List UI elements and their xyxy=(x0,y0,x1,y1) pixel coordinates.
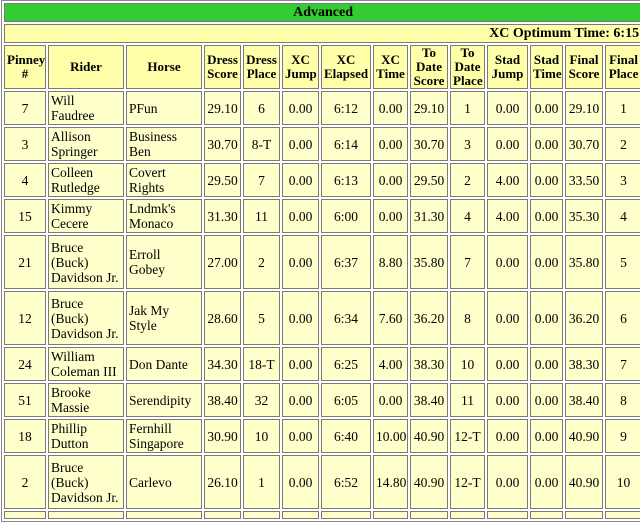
cell-to-date-place: 12-T xyxy=(450,455,485,509)
empty-cell xyxy=(282,511,319,519)
cell-rider: Brooke Massie xyxy=(48,383,124,417)
cell-xc-jump: 0.00 xyxy=(282,455,319,509)
cell-xc-jump: 0.00 xyxy=(282,199,319,233)
cell-dress-score: 26.10 xyxy=(204,455,241,509)
header-horse: Horse xyxy=(126,45,202,89)
cell-dress-score: 30.90 xyxy=(204,419,241,453)
cell-stad-time: 0.00 xyxy=(530,383,563,417)
table-row-partial xyxy=(4,511,640,519)
empty-cell xyxy=(605,511,640,519)
cell-pinney: 4 xyxy=(4,163,46,197)
cell-dress-score: 30.70 xyxy=(204,127,241,161)
table-row xyxy=(4,235,640,289)
header-pinney: Pinney # xyxy=(4,45,46,89)
cell-final-score: 30.70 xyxy=(565,127,603,161)
cell-final-place: 2 xyxy=(605,127,640,161)
empty-cell xyxy=(410,511,448,519)
cell-xc-jump: 0.00 xyxy=(282,347,319,381)
cell-xc-time: 10.00 xyxy=(373,419,408,453)
cell-to-date-place: 10 xyxy=(450,347,485,381)
cell-rider: Allison Springer xyxy=(48,127,124,161)
cell-xc-time: 0.00 xyxy=(373,127,408,161)
cell-horse: Covert Rights xyxy=(126,163,202,197)
cell-xc-time: 0.00 xyxy=(373,383,408,417)
cell-horse: Jak My Style xyxy=(126,291,202,345)
cell-to-date-score: 29.50 xyxy=(410,163,448,197)
cell-stad-jump: 0.00 xyxy=(487,419,528,453)
cell-horse: Carlevo xyxy=(126,455,202,509)
cell-xc-elapsed: 6:25 xyxy=(321,347,371,381)
cell-rider: Will Faudree xyxy=(48,91,124,125)
empty-cell xyxy=(4,511,46,519)
header-final-place: Final Place xyxy=(605,45,640,89)
cell-to-date-place: 11 xyxy=(450,383,485,417)
cell-xc-time: 8.80 xyxy=(373,235,408,289)
cell-dress-place: 5 xyxy=(243,291,280,345)
empty-cell xyxy=(48,511,124,519)
cell-dress-score: 27.00 xyxy=(204,235,241,289)
empty-cell xyxy=(126,511,202,519)
cell-final-score: 33.50 xyxy=(565,163,603,197)
cell-dress-place: 18-T xyxy=(243,347,280,381)
cell-dress-place: 2 xyxy=(243,235,280,289)
table-row xyxy=(4,419,640,453)
empty-cell xyxy=(321,511,371,519)
table-row xyxy=(4,347,640,381)
cell-dress-place: 6 xyxy=(243,91,280,125)
cell-xc-jump: 0.00 xyxy=(282,163,319,197)
cell-dress-place: 1 xyxy=(243,455,280,509)
cell-to-date-score: 40.90 xyxy=(410,419,448,453)
cell-xc-jump: 0.00 xyxy=(282,383,319,417)
cell-dress-place: 7 xyxy=(243,163,280,197)
cell-horse: Erroll Gobey xyxy=(126,235,202,289)
cell-xc-jump: 0.00 xyxy=(282,127,319,161)
header-to-date-score: To Date Score xyxy=(410,45,448,89)
cell-xc-elapsed: 6:37 xyxy=(321,235,371,289)
cell-stad-time: 0.00 xyxy=(530,291,563,345)
cell-to-date-place: 2 xyxy=(450,163,485,197)
cell-xc-elapsed: 6:12 xyxy=(321,91,371,125)
table-row xyxy=(4,383,640,417)
cell-stad-time: 0.00 xyxy=(530,199,563,233)
cell-xc-elapsed: 6:00 xyxy=(321,199,371,233)
cell-rider: Kimmy Cecere xyxy=(48,199,124,233)
cell-dress-place: 11 xyxy=(243,199,280,233)
header-stad-jump: Stad Jump xyxy=(487,45,528,89)
cell-final-score: 29.10 xyxy=(565,91,603,125)
cell-xc-time: 0.00 xyxy=(373,163,408,197)
cell-horse: Don Dante xyxy=(126,347,202,381)
empty-cell xyxy=(243,511,280,519)
empty-cell xyxy=(373,511,408,519)
cell-to-date-place: 8 xyxy=(450,291,485,345)
cell-xc-elapsed: 6:13 xyxy=(321,163,371,197)
cell-final-place: 7 xyxy=(605,347,640,381)
header-xc-time: XC Time xyxy=(373,45,408,89)
empty-cell xyxy=(204,511,241,519)
cell-rider: Bruce (Buck) Davidson Jr. xyxy=(48,235,124,289)
cell-xc-time: 0.00 xyxy=(373,199,408,233)
cell-stad-jump: 0.00 xyxy=(487,383,528,417)
cell-rider: Colleen Rutledge xyxy=(48,163,124,197)
xc-optimum-time: XC Optimum Time: 6:15 xyxy=(4,24,640,43)
cell-xc-elapsed: 6:40 xyxy=(321,419,371,453)
cell-final-place: 5 xyxy=(605,235,640,289)
cell-final-score: 38.40 xyxy=(565,383,603,417)
cell-xc-jump: 0.00 xyxy=(282,235,319,289)
table-row xyxy=(4,127,640,161)
cell-final-score: 38.30 xyxy=(565,347,603,381)
header-row xyxy=(4,45,640,89)
cell-pinney: 3 xyxy=(4,127,46,161)
cell-to-date-place: 3 xyxy=(450,127,485,161)
cell-xc-time: 4.00 xyxy=(373,347,408,381)
cell-to-date-score: 31.30 xyxy=(410,199,448,233)
header-dress-score: Dress Score xyxy=(204,45,241,89)
cell-stad-jump: 0.00 xyxy=(487,127,528,161)
cell-xc-time: 14.80 xyxy=(373,455,408,509)
cell-stad-time: 0.00 xyxy=(530,127,563,161)
cell-final-place: 4 xyxy=(605,199,640,233)
cell-to-date-score: 35.80 xyxy=(410,235,448,289)
cell-horse: Lndmk's Monaco xyxy=(126,199,202,233)
cell-final-score: 40.90 xyxy=(565,455,603,509)
table-row xyxy=(4,455,640,509)
cell-xc-jump: 0.00 xyxy=(282,291,319,345)
cell-pinney: 2 xyxy=(4,455,46,509)
header-final-score: Final Score xyxy=(565,45,603,89)
cell-pinney: 51 xyxy=(4,383,46,417)
cell-horse: Business Ben xyxy=(126,127,202,161)
cell-horse: PFun xyxy=(126,91,202,125)
empty-cell xyxy=(487,511,528,519)
cell-xc-elapsed: 6:34 xyxy=(321,291,371,345)
cell-xc-jump: 0.00 xyxy=(282,91,319,125)
cell-to-date-place: 4 xyxy=(450,199,485,233)
cell-pinney: 18 xyxy=(4,419,46,453)
cell-xc-elapsed: 6:52 xyxy=(321,455,371,509)
cell-stad-time: 0.00 xyxy=(530,455,563,509)
cell-final-score: 40.90 xyxy=(565,419,603,453)
header-stad-time: Stad Time xyxy=(530,45,563,89)
cell-to-date-score: 38.40 xyxy=(410,383,448,417)
results-table xyxy=(1,0,640,522)
cell-final-score: 35.80 xyxy=(565,235,603,289)
cell-xc-time: 0.00 xyxy=(373,91,408,125)
cell-stad-jump: 4.00 xyxy=(487,163,528,197)
cell-xc-elapsed: 6:05 xyxy=(321,383,371,417)
cell-pinney: 15 xyxy=(4,199,46,233)
table-row xyxy=(4,163,640,197)
cell-stad-time: 0.00 xyxy=(530,347,563,381)
empty-cell xyxy=(565,511,603,519)
cell-to-date-score: 29.10 xyxy=(410,91,448,125)
cell-to-date-score: 40.90 xyxy=(410,455,448,509)
cell-dress-score: 34.30 xyxy=(204,347,241,381)
cell-pinney: 24 xyxy=(4,347,46,381)
cell-xc-elapsed: 6:14 xyxy=(321,127,371,161)
cell-dress-score: 29.10 xyxy=(204,91,241,125)
table-title: Advanced xyxy=(4,3,640,22)
cell-rider: William Coleman III xyxy=(48,347,124,381)
cell-xc-time: 7.60 xyxy=(373,291,408,345)
cell-rider: Bruce (Buck) Davidson Jr. xyxy=(48,291,124,345)
cell-dress-place: 10 xyxy=(243,419,280,453)
cell-stad-jump: 0.00 xyxy=(487,291,528,345)
cell-pinney: 12 xyxy=(4,291,46,345)
header-rider: Rider xyxy=(48,45,124,89)
empty-cell xyxy=(450,511,485,519)
cell-stad-time: 0.00 xyxy=(530,235,563,289)
cell-xc-jump: 0.00 xyxy=(282,419,319,453)
cell-to-date-score: 30.70 xyxy=(410,127,448,161)
cell-dress-place: 32 xyxy=(243,383,280,417)
cell-to-date-place: 12-T xyxy=(450,419,485,453)
cell-final-place: 8 xyxy=(605,383,640,417)
cell-final-place: 1 xyxy=(605,91,640,125)
cell-stad-jump: 4.00 xyxy=(487,199,528,233)
table-row xyxy=(4,199,640,233)
cell-final-place: 3 xyxy=(605,163,640,197)
header-xc-jump: XC Jump xyxy=(282,45,319,89)
cell-to-date-score: 38.30 xyxy=(410,347,448,381)
cell-final-score: 35.30 xyxy=(565,199,603,233)
cell-stad-time: 0.00 xyxy=(530,163,563,197)
cell-dress-score: 28.60 xyxy=(204,291,241,345)
cell-dress-place: 8-T xyxy=(243,127,280,161)
header-dress-place: Dress Place xyxy=(243,45,280,89)
cell-stad-jump: 0.00 xyxy=(487,91,528,125)
cell-final-score: 36.20 xyxy=(565,291,603,345)
table-row xyxy=(4,91,640,125)
cell-final-place: 10 xyxy=(605,455,640,509)
cell-stad-jump: 0.00 xyxy=(487,347,528,381)
results-body xyxy=(4,91,640,519)
cell-dress-score: 38.40 xyxy=(204,383,241,417)
empty-cell xyxy=(530,511,563,519)
cell-stad-jump: 0.00 xyxy=(487,235,528,289)
cell-to-date-place: 7 xyxy=(450,235,485,289)
cell-dress-score: 29.50 xyxy=(204,163,241,197)
cell-horse: Fernhill Singapore xyxy=(126,419,202,453)
cell-pinney: 7 xyxy=(4,91,46,125)
cell-stad-time: 0.00 xyxy=(530,419,563,453)
cell-to-date-place: 1 xyxy=(450,91,485,125)
cell-pinney: 21 xyxy=(4,235,46,289)
cell-to-date-score: 36.20 xyxy=(410,291,448,345)
cell-horse: Serendipity xyxy=(126,383,202,417)
cell-stad-time: 0.00 xyxy=(530,91,563,125)
cell-rider: Bruce (Buck) Davidson Jr. xyxy=(48,455,124,509)
cell-final-place: 9 xyxy=(605,419,640,453)
cell-stad-jump: 0.00 xyxy=(487,455,528,509)
header-to-date-place: To Date Place xyxy=(450,45,485,89)
cell-final-place: 6 xyxy=(605,291,640,345)
table-row xyxy=(4,291,640,345)
cell-rider: Phillip Dutton xyxy=(48,419,124,453)
header-xc-elapsed: XC Elapsed xyxy=(321,45,371,89)
cell-dress-score: 31.30 xyxy=(204,199,241,233)
